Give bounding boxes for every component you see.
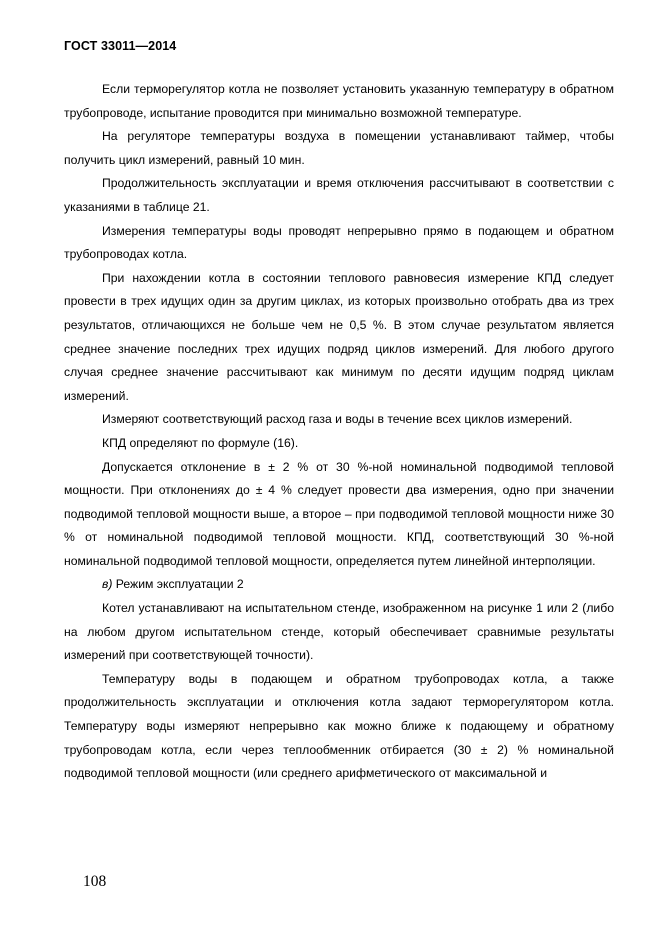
paragraph: Измерения температуры воды проводят непрерывно прямо в подающем и обратном трубопроводах котла. [64,223,614,262]
paragraph: Продолжительность эксплуатации и время отключения рассчитывают в соответствии с указаниями в таблице 21. [64,176,614,214]
paragraph: Температуру воды в подающем и обратном трубопроводах котла, а также продолжительность эксплуатации и отключения котла задают терморегулятором котла. Температуру воды измеряют непрерывно как можно ближе к подающему и обратному трубопроводам котла, если через теплообменник отбирается (30 ± 2) % номинальной подводимой тепловой мощности (или среднего арифметического от максимальной и [64,671,614,781]
section-heading-text: Режим эксплуатации 2 [112,577,244,592]
paragraph: Измеряют соответствующий расход газа и воды в течение всех циклов измерений. [102,412,573,427]
paragraph: Если терморегулятор котла не позволяет установить указанную температуру в обратном трубопроводе, испытание проводится при минимально возможной температуре. [64,82,614,120]
paragraph: Котел устанавливают на испытательном стенде, изображенном на рисунке 1 или 2 (либо на любом другом испытательном стенде, который обеспечивает сравнимые результаты измерений при соответствующей точности). [64,601,614,663]
list-marker: в) [102,577,113,592]
page-number: 108 [83,873,107,890]
section-heading [64,573,614,597]
document-body [64,78,614,786]
paragraph: На регуляторе температуры воздуха в помещении устанавливают таймер, чтобы получить цикл измерений, равный 10 мин. [64,129,614,167]
paragraph: КПД определяют по формуле (16). [102,435,299,450]
document-header: ГОСТ 33011—2014 [64,39,177,53]
paragraph: При нахождении котла в состоянии теплового равновесия измерение КПД следует провести в трех идущих один за другим циклах, из которых произвольно отобрать два из трех результатов, отличающихся не больше чем не 0,5 %. В этом случае результатом является среднее значение последних трех идущих подряд циклов измерений. Для любого другого случая среднее значение рассчитывают как минимум по десяти идущим подряд циклам измерений. [64,270,614,403]
paragraph: Допускается отклонение в ± 2 % от 30 %-ной номинальной подводимой тепловой мощности. При отклонениях до ± 4 % следует провести два измерения, одно при значении подводимой тепловой мощности выше, а второе – при подводимой тепловой мощности ниже 30 % от номинальной подводимой тепловой мощности. КПД, соответствующий 30 %-ной номинальной подводимой тепловой мощности, определяется путем линейной интерполяции. [64,459,614,568]
